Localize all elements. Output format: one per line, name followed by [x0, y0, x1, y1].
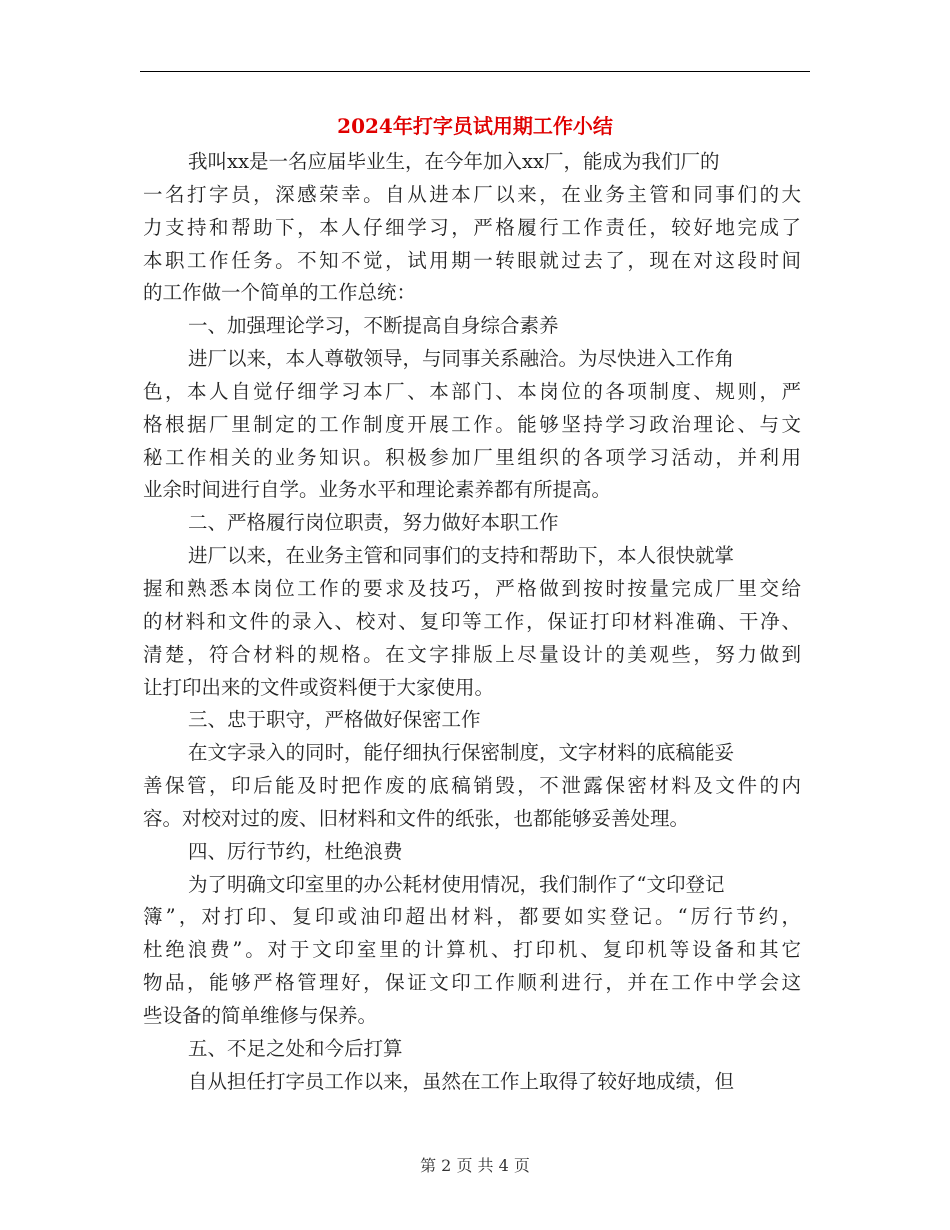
body-line: 善保管，印后能及时把作废的底稿销毁，不泄露保密材料及文件的内	[143, 774, 801, 798]
body-line: 一名打字员，深感荣幸。自从进本厂以来，在业务主管和同事们的大	[143, 182, 801, 206]
body-line: 握和熟悉本岗位工作的要求及技巧，严格做到按时按量完成厂里交给	[143, 576, 801, 600]
body-line: 清楚，符合材料的规格。在文字排版上尽量设计的美观些，努力做到	[143, 642, 801, 666]
section-heading-1: 一、加强理论学习，不断提高自身综合素养	[188, 314, 559, 338]
body-line: 业余时间进行自学。业务水平和理论素养都有所提高。	[143, 478, 612, 502]
document-body	[143, 146, 801, 1098]
body-line: 簿”，对打印、复印或油印超出材料，都要如实登记。“厉行节约，	[143, 905, 801, 929]
body-line: 在文字录入的同时，能仔细执行保密制度，文字材料的底稿能妥	[188, 741, 735, 765]
body-line: 进厂以来，本人尊敬领导，与同事关系融洽。为尽快进入工作角	[188, 347, 735, 371]
body-line: 容。对校对过的废、旧材料和文件的纸张，也都能够妥善处理。	[143, 806, 690, 830]
body-line: 色，本人自觉仔细学习本厂、本部门、本岗位的各项制度、规则，严	[143, 379, 801, 403]
body-line: 进厂以来，在业务主管和同事们的支持和帮助下，本人很快就掌	[188, 544, 735, 568]
section-heading-2: 二、严格履行岗位职责，努力做好本职工作	[188, 511, 559, 535]
section-heading-4: 四、厉行节约，杜绝浪费	[188, 839, 403, 863]
body-line: 力支持和帮助下，本人仔细学习，严格履行工作责任，较好地完成了	[143, 215, 801, 239]
body-line: 为了明确文印室里的办公耗材使用情况，我们制作了“文印登记	[188, 872, 725, 896]
body-line: 让打印出来的文件或资料便于大家使用。	[143, 675, 495, 699]
section-heading-3: 三、忠于职守，严格做好保密工作	[188, 708, 481, 732]
body-line: 杜绝浪费”。对于文印室里的计算机、打印机、复印机等设备和其它	[143, 938, 801, 962]
body-line: 格根据厂里制定的工作制度开展工作。能够坚持学习政治理论、与文	[143, 412, 801, 436]
header-rule	[140, 71, 810, 72]
body-line: 本职工作任务。不知不觉，试用期一转眼就过去了，现在对这段时间	[143, 248, 801, 272]
body-line: 些设备的简单维修与保养。	[143, 1003, 378, 1027]
body-line: 物品，能够严格管理好，保证文印工作顺利进行，并在工作中学会这	[143, 971, 801, 995]
section-heading-5: 五、不足之处和今后打算	[188, 1036, 403, 1060]
document-title: 2024年打字员试用期工作小结	[337, 114, 613, 138]
body-line: 自从担任打字员工作以来，虽然在工作上取得了较好地成绩，但	[188, 1069, 735, 1093]
body-line: 的材料和文件的录入、校对、复印等工作，保证打印材料准确、干净、	[143, 609, 801, 633]
page-number-footer: 第 2 页 共 4 页	[420, 1156, 530, 1175]
body-line: 的工作做一个简单的工作总统：	[143, 281, 417, 305]
body-line: 秘工作相关的业务知识。积极参加厂里组织的各项学习活动，并利用	[143, 445, 801, 469]
body-line: 我叫xx是一名应届毕业生，在今年加入xx厂，能成为我们厂的	[188, 150, 720, 173]
